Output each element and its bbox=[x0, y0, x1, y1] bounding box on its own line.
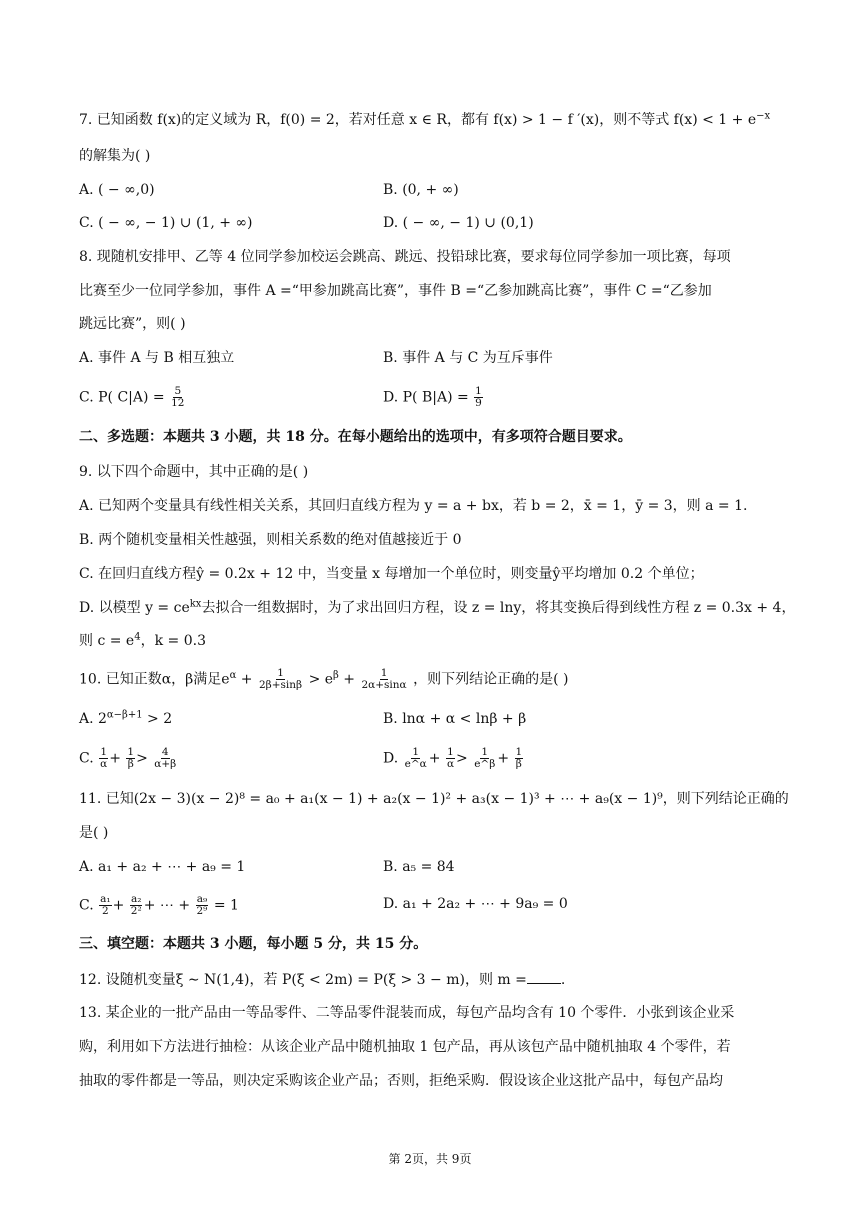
q10-option-c: C. $\frac{1}{\alpha}$ + $\frac{1}{\beta}$ > $\frac{4}{\alpha+\beta}$ bbox=[79, 746, 177, 770]
plus-sign: + bbox=[240, 671, 253, 688]
q8-option-a: A. 事件 A 与 B 相互独立 bbox=[79, 350, 235, 366]
q11-option-d: D. a₁ + 2a₂ + ⋯ + 9a₉ = 0 bbox=[383, 896, 568, 912]
q11-option-b: B. a₅ = 84 bbox=[383, 859, 455, 875]
q11-option-a: A. a₁ + a₂ + ⋯ + a₉ = 1 bbox=[79, 859, 246, 875]
q8-d-fraction bbox=[474, 386, 483, 409]
denominator: 2β+sinβ bbox=[258, 679, 303, 691]
numerator: 1 bbox=[447, 746, 454, 758]
q10-fraction-2 bbox=[360, 668, 407, 691]
numerator: 1 bbox=[515, 746, 523, 758]
numerator: 1 bbox=[100, 746, 108, 758]
fraction bbox=[130, 894, 143, 917]
numerator: 1 bbox=[277, 667, 284, 679]
q8-option-b: B. 事件 A 与 C 为互斥事件 bbox=[383, 350, 553, 366]
q9-option-d bbox=[79, 598, 795, 618]
q9-e-text-rest: ，k = 0.3 bbox=[140, 633, 206, 649]
q10-text-tail: ，则下列结论正确的是( ) bbox=[413, 671, 569, 688]
numerator: a₉ bbox=[196, 893, 208, 905]
q9-d-text: D. 以模型 y = ce bbox=[79, 600, 190, 616]
q10-a-text-rest: > 2 bbox=[142, 711, 173, 727]
fraction bbox=[99, 894, 111, 917]
denominator: 2 bbox=[102, 905, 109, 917]
fraction bbox=[126, 747, 135, 770]
q10-option-d: D. $\frac{1}{e\^{}\alpha}$ + $\frac{1}{\alpha}$ > $\frac{1}{e\^{}\beta}$ + $\frac{1}{\beta}$ bbox=[383, 746, 523, 770]
denominator: α+β bbox=[154, 758, 177, 770]
numerator: 4 bbox=[161, 746, 169, 758]
q7-text: 7. 已知函数 f(x)的定义域为 R，f(0) = 2，若对任意 x ∈ R，都有 f(x) > 1 − f ′(x)，则不等式 f(x) < 1 + e bbox=[79, 112, 757, 128]
fraction bbox=[473, 747, 496, 770]
q8-option-c bbox=[79, 386, 186, 409]
answer-blank bbox=[527, 969, 561, 984]
fraction bbox=[153, 747, 177, 770]
q8-line1: 8. 现随机安排甲、乙等 4 位同学参加校运会跳高、跳远、投铅球比赛，要求每位同学参加一项比赛，每项 bbox=[79, 249, 731, 265]
greater-than: > e bbox=[308, 671, 334, 688]
numerator: a₁ bbox=[100, 893, 111, 905]
q10-fraction-1 bbox=[258, 668, 303, 691]
q11-line1: 11. 已知(2x − 3)(x − 2)⁸ = a₀ + a₁(x − 1) + a₂(x − 1)² + a₃(x − 1)³ + ⋯ + a₉(x − 1)⁹，则下列结论正确的 bbox=[79, 791, 789, 807]
fraction bbox=[404, 747, 428, 770]
numerator: 1 bbox=[380, 667, 388, 679]
q7-option-a: A. ( − ∞,0) bbox=[79, 182, 155, 198]
q9-option-c: C. 在回归直线方程ŷ = 0.2x + 12 中，当变量 x 每增加一个单位时，则变量ŷ平均增加 0.2 个单位； bbox=[79, 566, 704, 582]
numerator: 1 bbox=[412, 746, 420, 758]
q11-option-c: C. $\frac{\text{a₁}}{2}$ + $\frac{\text{a₂}}{\text{2²}}$ + ⋯ + $\frac{\text{a₉}}{\text{2⁹}}$ = 1 bbox=[79, 893, 239, 917]
q10-d-label: D. bbox=[383, 750, 399, 767]
denominator: 9 bbox=[475, 397, 482, 409]
q12-text: 12. 设随机变量ξ ∼ N(1,4)，若 P(ξ < 2m) = P(ξ > 3 − m)，则 m = bbox=[79, 972, 527, 988]
q9-option-d-cont bbox=[79, 631, 206, 651]
denominator: 12 bbox=[171, 397, 185, 409]
denominator: e^α bbox=[404, 758, 427, 770]
q7-line1 bbox=[79, 110, 770, 130]
q9-d-text-rest: 去拟合一组数据时，为了求出回归方程，设 z = lny，将其变换后得到线性方程 z = 0.3x + 4， bbox=[201, 600, 796, 616]
q11-c-rest: = 1 bbox=[213, 897, 239, 914]
q7-option-d: D. ( − ∞, − 1) ∪ (0,1) bbox=[383, 215, 534, 231]
q9-line1: 9. 以下四个命题中，其中正确的是( ) bbox=[79, 464, 309, 480]
q9-d-exponent: kx bbox=[189, 598, 202, 610]
section-heading-fill-in: 三、填空题：本题共 3 小题，每小题 5 分，共 15 分。 bbox=[79, 936, 428, 952]
q13-line2: 购，利用如下方法进行抽检：从该企业产品中随机抽取 1 包产品，再从该包产品中随机抽取 4 个零件，若 bbox=[79, 1039, 731, 1055]
q7-exponent: −x bbox=[756, 110, 771, 122]
q7-option-b: B. (0, + ∞) bbox=[383, 182, 459, 198]
numerator: 1 bbox=[475, 385, 482, 397]
q10-option-a bbox=[79, 709, 172, 729]
q10-exponent-beta: β bbox=[333, 669, 339, 681]
q9-e-text: 则 c = e bbox=[79, 633, 135, 649]
q8-c-text: C. P( C|A) = bbox=[79, 389, 165, 406]
q8-line2: 比赛至少一位同学参加，事件 A =“甲参加跳高比赛”，事件 B =“乙参加跳高比赛”，事件 C =“乙参加 bbox=[79, 283, 712, 299]
q8-option-d bbox=[383, 386, 484, 409]
q10-line1 bbox=[79, 668, 568, 691]
q10-c-label: C. bbox=[79, 750, 94, 767]
q10-a-exponent: α−β+1 bbox=[106, 709, 143, 721]
q12-period: . bbox=[560, 972, 566, 988]
q12-line bbox=[79, 969, 565, 990]
numerator: a₂ bbox=[131, 893, 142, 905]
q9-option-a: A. 已知两个变量具有线性相关关系，其回归直线方程为 y = a + bx，若 b = 2，x̄ = 1，ȳ = 3，则 a = 1. bbox=[79, 498, 748, 514]
denominator: 2² bbox=[130, 905, 142, 917]
fraction bbox=[446, 747, 455, 770]
q13-line3: 抽取的零件都是一等品，则决定采购该企业产品；否则，拒绝采购．假设该企业这批产品中，每包产品均 bbox=[79, 1073, 723, 1089]
q10-option-b: B. lnα + α < lnβ + β bbox=[383, 711, 527, 727]
q11-c-label: C. bbox=[79, 897, 94, 914]
q7-option-c: C. ( − ∞, − 1) ∪ (1, + ∞) bbox=[79, 215, 253, 231]
denominator: 2⁹ bbox=[196, 905, 208, 917]
q8-line3: 跳远比赛”，则( ) bbox=[79, 316, 186, 332]
numerator: 5 bbox=[174, 385, 182, 397]
denominator: β bbox=[515, 758, 522, 770]
fraction bbox=[196, 894, 209, 917]
denominator: β bbox=[127, 758, 134, 770]
q8-c-fraction bbox=[170, 386, 185, 409]
q11-line2: 是( ) bbox=[79, 825, 109, 841]
fraction bbox=[515, 747, 524, 770]
numerator: 1 bbox=[481, 746, 489, 758]
section-heading-multiple-choice: 二、多选题：本题共 3 小题，共 18 分。在每小题给出的选项中，有多项符合题目要求。 bbox=[79, 429, 632, 445]
q8-d-text: D. P( B|A) = bbox=[383, 389, 469, 406]
q10-exponent-alpha: α bbox=[229, 669, 237, 681]
q9-option-b: B. 两个随机变量相关性越强，则相关系数的绝对值越接近于 0 bbox=[79, 532, 462, 548]
denominator: α bbox=[100, 758, 108, 770]
q13-line1: 13. 某企业的一批产品由一等品零件、二等品零件混装而成，每包产品均含有 10 个零件．小张到该企业采 bbox=[79, 1005, 735, 1021]
q10-a-text: A. 2 bbox=[79, 711, 107, 727]
fraction bbox=[99, 747, 108, 770]
page-footer: 第 2页，共 9页 bbox=[388, 1152, 472, 1166]
plus-sign: + bbox=[343, 671, 355, 688]
denominator: α bbox=[446, 758, 455, 770]
denominator: e^β bbox=[474, 758, 496, 770]
q10-text: 10. 已知正数α，β满足e bbox=[79, 671, 230, 688]
q7-line2: 的解集为( ) bbox=[79, 148, 151, 164]
q9-e-exponent: 4 bbox=[134, 631, 141, 643]
denominator: 2α+sinα bbox=[361, 679, 407, 691]
numerator: 1 bbox=[127, 746, 135, 758]
